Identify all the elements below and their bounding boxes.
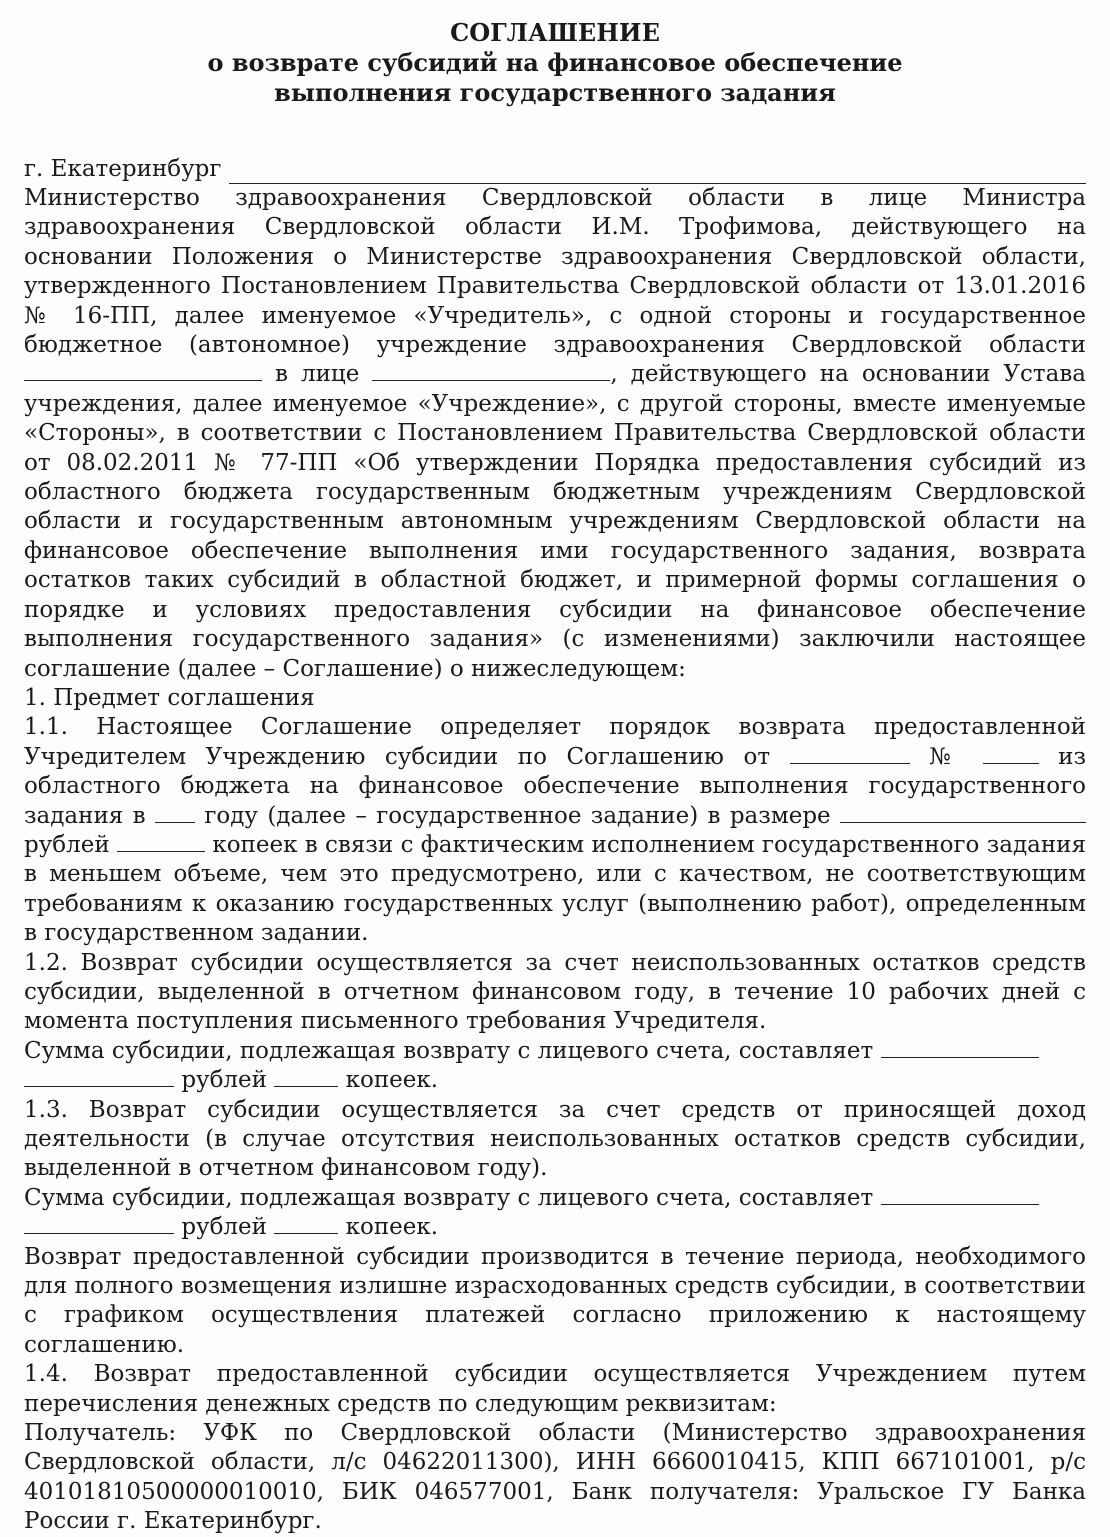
intro-paragraph: [24, 184, 1086, 684]
recipient-details: Получатель: УФК по Свердловской области (Министерство здравоохранения Свердловской области, л/с 04622011300), ИНН 6660010415, КПП 667101001, р/с 40101810500000010010, БИК 046577001, Банк получателя: Уральское ГУ Банка России г. Екатеринбург.: [24, 1420, 1086, 1535]
return-schedule-paragraph: Возврат предоставленной субсидии производится в течение периода, необходимого для полного возмещения излишне израсходованных средств субсидии, в соответствии с графиком осуществления платежей согласно приложению к настоящему соглашению.: [24, 1243, 1086, 1358]
sum-line-1: [24, 1037, 1086, 1066]
kopecks-label-2: копеек.: [345, 1214, 439, 1241]
clause-1-4: 1.4. Возврат предоставленной субсидии осуществляется Учреждением путем перечисления денежных средств по следующим реквизитам:: [24, 1361, 1086, 1417]
sum-blank-2: [881, 1186, 1039, 1205]
doc-subtitle-line1: о возврате субсидий на финансовое обеспечение: [207, 48, 903, 77]
city-line: [24, 155, 1086, 184]
intro-text-b: в лице: [275, 361, 360, 388]
sum-rubles-blank-1: [24, 1068, 174, 1087]
clause-1-1-text-c: из областного бюджета на финансовое обеспечение выполнения государственного задания в: [24, 743, 1087, 829]
sum-text-1: Сумма субсидии, подлежащая возврату с лицевого счета, составляет: [24, 1037, 874, 1064]
agreement-number-blank: [983, 745, 1039, 764]
clause-1-1-text-e: рублей: [24, 831, 110, 858]
clause-1-2: 1.2. Возврат субсидии осуществляется за счет неиспользованных остатков средств субсидии, выделенной в отчетном финансовом году, в течение 10 рабочих дней с момента поступления письменного требования Учредителя.: [24, 949, 1086, 1035]
kopecks-label-1: копеек.: [345, 1067, 439, 1094]
rubles-label-2: рублей: [181, 1214, 267, 1241]
doc-title: СОГЛАШЕНИЕ: [450, 18, 660, 47]
clause-1-1-text-a: 1.1. Настоящее Соглашение определяет порядок возврата предоставленной Учредителем Учреждению субсидии по Соглашению от: [24, 714, 1086, 770]
clause-1-1-text-b: №: [929, 743, 964, 770]
section-1-heading: 1. Предмет соглашения: [24, 684, 315, 711]
date-blank: [229, 161, 1086, 184]
clause-1-1-text-d: году (далее – государственное задание) в размере: [204, 802, 831, 829]
agreement-date-blank: [790, 745, 910, 764]
city-label: г. Екатеринбург: [24, 156, 222, 182]
representative-blank: [372, 362, 610, 381]
sum-line-2: [24, 1184, 1086, 1213]
clause-1-1-text-f: копеек в связи с фактическим исполнением государственного задания в меньшем объеме, чем это предусмотрено, или с качеством, не соответствующим требованиям к оказанию государственных услуг (выполнению работ), определенным в государственном задании.: [24, 831, 1087, 947]
sum-text-2: Сумма субсидии, подлежащая возврату с лицевого счета, составляет: [24, 1184, 874, 1211]
clause-1-1: [24, 713, 1086, 948]
year-blank: [155, 804, 195, 823]
sum-blank-1: [881, 1039, 1039, 1058]
doc-subtitle-line2: выполнения государственного задания: [274, 78, 836, 107]
intro-text-c: , действующего на основании Устава учреждения, далее именуемое «Учреждение», с другой стороны, вместе именуемые «Стороны», в соответствии с Постановлением Правительства Свердловской области от 08.02.2011 № 77-ПП «Об утверждении Порядка предоставления субсидий из областного бюджета государственным бюджетным учреждениям Свердловской области и государственным автономным учреждениям Свердловской области на финансовое обеспечение выполнения ими государственного задания, возврата остатков таких субсидий в областной бюджет, и примерной формы соглашения о порядке и условиях предоставления субсидии на финансовое обеспечение выполнения государственного задания» (с изменениями) заключили настоящее соглашение (далее – Соглашение) о нижеследующем:: [24, 361, 1087, 682]
rubles-label-1: рублей: [181, 1067, 267, 1094]
institution-name-blank: [24, 362, 262, 381]
sum-line-2b: [24, 1213, 1086, 1242]
sum-kopecks-blank-2: [274, 1215, 338, 1234]
intro-text-a: Министерство здравоохранения Свердловской области в лице Министра здравоохранения Свердловской области И.М. Трофимова, действующего на основании Положения о Министерстве здравоохранения Свердловской области, утвержденного Постановлением Правительства Свердловской области от 13.01.2016 № 16-ПП, далее именуемое «Учредитель», с одной стороны и государственное бюджетное (автономное) учреждение здравоохранения Свердловской области: [24, 185, 1086, 359]
sum-rubles-blank-2: [24, 1215, 174, 1234]
amount-rubles-blank: [840, 804, 1086, 823]
sum-kopecks-blank-1: [274, 1068, 338, 1087]
amount-kopecks-blank: [117, 833, 205, 852]
clause-1-3: 1.3. Возврат субсидии осуществляется за счет средств от приносящей доход деятельности (в случае отсутствия неиспользованных остатков средств субсидии, выделенной в отчетном финансовом году).: [24, 1096, 1086, 1182]
sum-line-1b: [24, 1066, 1086, 1095]
